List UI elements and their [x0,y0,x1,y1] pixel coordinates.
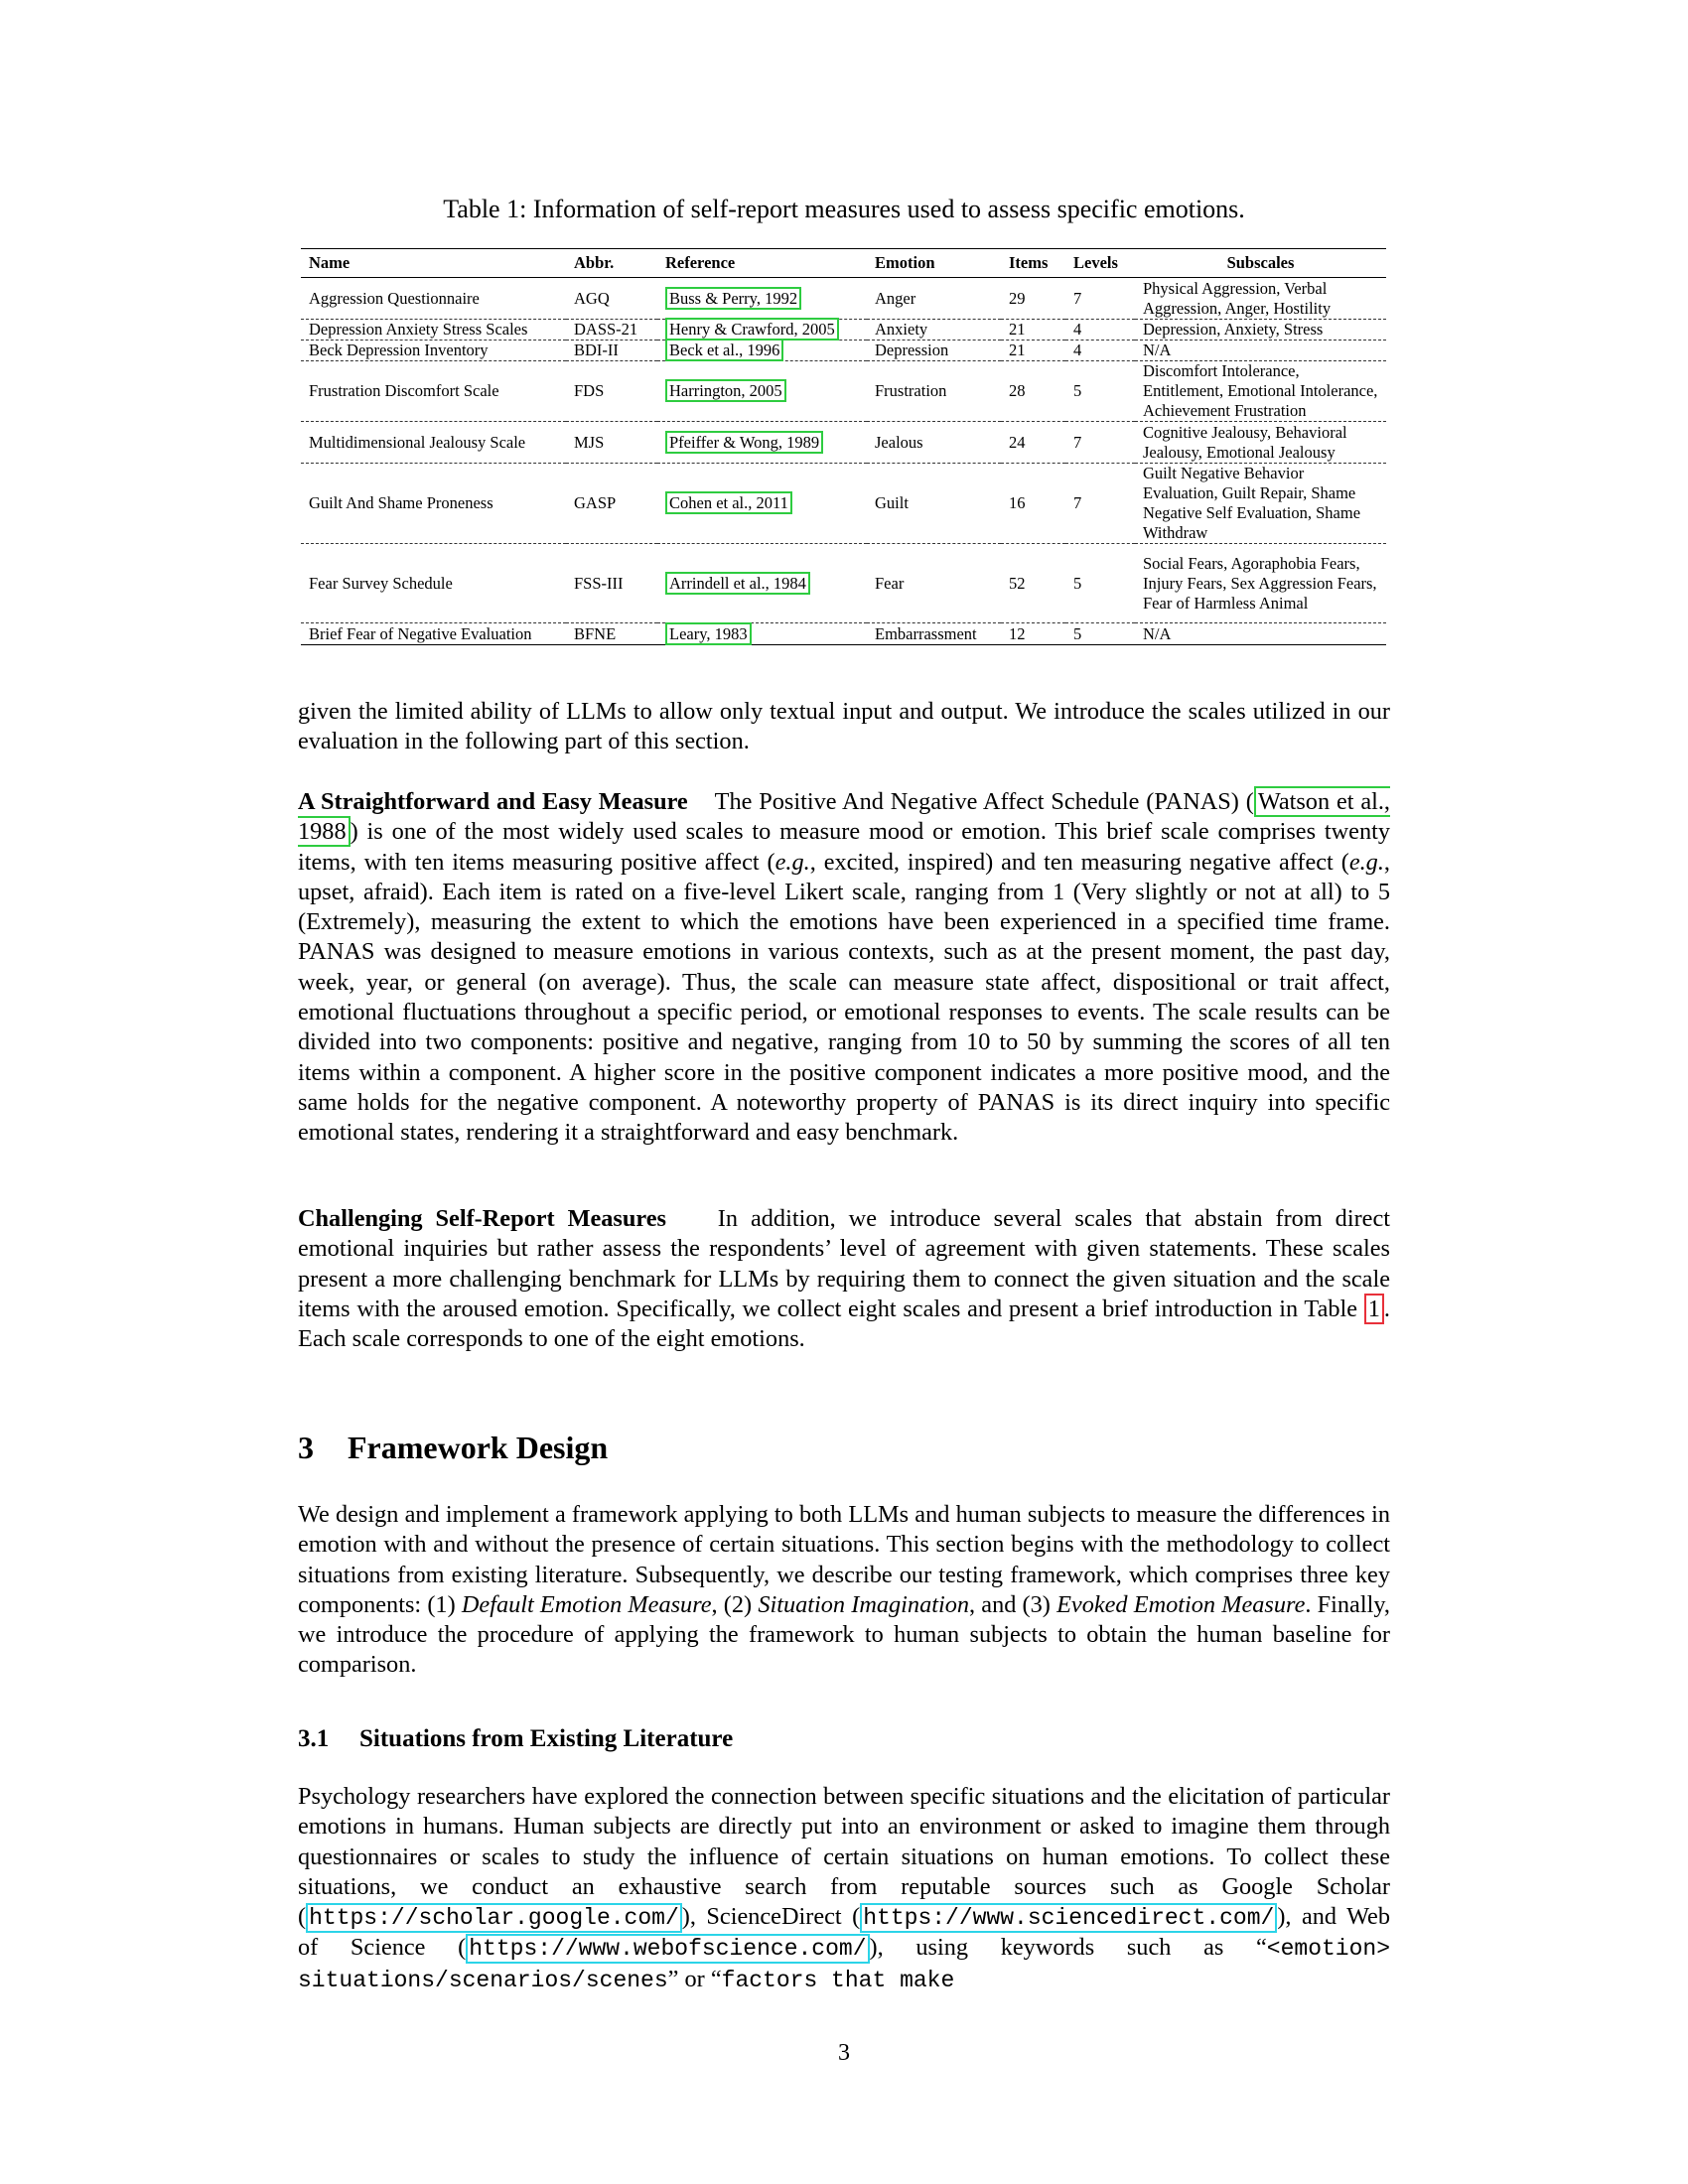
cell-items: 28 [1009,381,1026,400]
cell-items: 21 [1009,320,1026,339]
col-header-emotion: Emotion [867,249,1001,278]
paragraph-heading: Challenging Self-Report Measures [298,1205,666,1232]
citation-link[interactable]: Arrindell et al., 1984 [665,572,810,595]
cell-abbr: MJS [574,432,605,452]
col-header-abbr: Abbr. [566,249,657,278]
table-row [301,361,1386,422]
text-run: Psychology researchers have explored the connection between specific situations and the elicitation of particular emotions in humans. Human subjects are directly put into an environment or asked to imagine them through questionnaires or scales to study the influence of certain situations on human emotions. To collect these situations, we conduct an exhaustive search from reputable sources such as Google Scholar ( [298,1783,1390,1931]
cell-reference[interactable] [657,464,867,544]
url-link[interactable]: https://www.webofscience.com/ [466,1934,869,1964]
cell-reference[interactable] [657,623,867,645]
text-run: ” or “ [667,1965,722,1992]
text-run: e.g. [774,848,810,876]
citation-link[interactable]: Beck et al., 1996 [665,339,783,361]
text-run: ) is one of the most widely used scales to measure mood or emotion. This brief scale comprises twenty items, with ten items measuring positive affect ( [298,818,1390,876]
cell-emotion: Frustration [875,381,947,400]
text-run: , (2) [711,1590,759,1618]
table-row [301,341,1386,361]
cell-name: Guilt And Shame Proneness [309,493,493,512]
cell-levels: 4 [1073,320,1082,339]
cell-subscales: N/A [1143,623,1172,643]
cell-items: 29 [1009,288,1026,308]
table-row [301,464,1386,544]
measures-table [301,248,1386,645]
table-ref-link[interactable]: 1 [1364,1294,1384,1324]
cell-emotion: Embarrassment [875,623,977,643]
cell-abbr: GASP [574,493,617,512]
cell-levels: 4 [1073,341,1082,359]
section-number: 3 [298,1430,314,1465]
component-name: Default Emotion Measure [461,1590,712,1618]
table-row [301,422,1386,464]
cell-levels: 5 [1073,573,1082,593]
cell-reference[interactable] [657,544,867,623]
citation-link[interactable]: Harrington, 2005 [665,379,786,402]
subsection-number: 3.1 [298,1725,330,1752]
table-row [301,278,1386,320]
cell-items: 16 [1009,493,1026,512]
cell-abbr: FSS-III [574,573,624,593]
situations-paragraph [298,1782,1390,1995]
text-run: ), ScienceDirect ( [681,1903,861,1931]
cell-levels: 5 [1073,623,1082,643]
cell-emotion: Jealous [875,432,923,452]
text-run: , upset, afraid). Each item is rated on a five-level Likert scale, ranging from 1 (Very slightly or not at all) to 5 (Extremely), measuring the extent to which the emotions have been experienced in a specified time frame. PANAS was designed to measure emotions in various contexts, such as at the present moment, the past day, week, year, or general (on average). Thus, the scale can measure state affect, dispositional or trait affect, emotional fluctuations throughout a specific period, or emotional responses to events. The scale results can be divided into two components: positive and negative, ranging from 10 to 50 by summing the scores of all ten items within a component. A higher score in the positive component indicates a more positive mood, and the same holds for the negative component. A noteworthy property of PANAS is its direct inquiry into specific emotional states, rendering it a straightforward and easy benchmark. [298,848,1390,1147]
cell-items: 24 [1009,432,1026,452]
subsection-heading [298,1725,733,1753]
col-header-reference: Reference [657,249,867,278]
table-caption: Table 1: Information of self-report measures used to assess specific emotions. [443,195,1245,223]
cell-levels: 7 [1073,288,1082,308]
subsection-title: Situations from Existing Literature [359,1725,734,1752]
text-run: We design and implement a framework applying to both LLMs and human subjects to measure the differences in emotion with and without the presence of certain situations. This section begins with the methodology to collect situations from existing literature. Subsequently, we describe our testing framework, which comprises three key components: (1) [298,1501,1390,1618]
cell-abbr: BFNE [574,623,617,643]
section-heading [298,1430,608,1466]
cell-emotion: Fear [875,573,905,593]
cell-reference[interactable] [657,422,867,464]
table-header-row [301,249,1386,278]
citation-link[interactable]: Leary, 1983 [665,622,752,645]
citation-link[interactable]: Buss & Perry, 1992 [665,287,801,310]
cell-abbr: FDS [574,381,605,400]
text-run: In addition, we introduce several scales that abstain from direct emotional inquiries but rather assess the respondents’ level of agreement with given statements. These scales present a more challenging benchmark for LLMs by requiring them to connect the given situation and the scale items with the aroused emotion. Specifically, we collect eight scales and present a brief introduction in Table [298,1205,1390,1322]
url-link[interactable]: https://scholar.google.com/ [306,1903,682,1933]
keyword-code: <emotion> situations/scenarios/scenes [298,1936,1391,1993]
cell-abbr: AGQ [574,288,610,308]
text-run: ), using keywords such as “ [869,1934,1267,1962]
component-name: Evoked Emotion Measure [1056,1590,1306,1618]
text-run: , and (3) [969,1590,1057,1618]
cell-abbr: DASS-21 [574,320,638,339]
cell-emotion: Depression [875,341,949,359]
table-row [301,623,1386,645]
text-run: , excited, inspired) and ten measuring negative affect ( [809,848,1349,876]
cell-name: Frustration Discomfort Scale [309,381,499,400]
section-title: Framework Design [348,1430,609,1465]
cell-subscales: N/A [1143,341,1172,359]
cell-emotion: Guilt [875,493,909,512]
cell-reference[interactable] [657,361,867,422]
table-row [301,544,1386,623]
cell-name: Multidimensional Jealousy Scale [309,432,526,452]
text-run: The Positive And Negative Affect Schedule (PANAS) ( [714,788,1254,815]
cell-levels: 5 [1073,381,1082,400]
cell-items: 21 [1009,341,1026,359]
col-header-items: Items [1001,249,1065,278]
text-run: . Each scale corresponds to one of the eight emotions. [298,1295,1390,1353]
cell-name: Brief Fear of Negative Evaluation [309,623,532,643]
cell-name: Aggression Questionnaire [309,288,480,308]
cell-levels: 7 [1073,493,1082,512]
text-run: ), and Web of Science ( [298,1903,1390,1962]
challenge-paragraph [298,1204,1390,1354]
cell-items: 12 [1009,623,1026,643]
intro-paragraph: given the limited ability of LLMs to allow only textual input and output. We introduce the scales utilized in our evaluation in the following part of this section. [298,698,1390,755]
cell-name: Beck Depression Inventory [309,341,489,359]
cell-subscales: Physical Aggression, Verbal Aggression, Anger, Hostility [1143,278,1332,318]
cell-reference[interactable] [657,320,867,341]
cell-subscales: Social Fears, Agoraphobia Fears, Injury Fears, Sex Aggression Fears, Fear of Harmless Animal [1143,553,1377,613]
text-run: e.g. [1348,848,1384,876]
url-link[interactable]: https://www.sciencedirect.com/ [860,1903,1277,1933]
cell-reference[interactable] [657,341,867,361]
framework-paragraph [298,1500,1390,1681]
panas-paragraph [298,787,1390,1149]
col-header-subscales: Subscales [1135,249,1386,278]
cell-subscales: Guilt Negative Behavior Evaluation, Guilt Repair, Shame Negative Self Evaluation, Shame Withdraw [1143,464,1361,542]
cell-reference[interactable] [657,278,867,320]
cell-emotion: Anxiety [875,320,928,339]
citation-link[interactable]: Pfeiffer & Wong, 1989 [665,431,823,454]
cell-items: 52 [1009,573,1026,593]
citation-link[interactable]: Henry & Crawford, 2005 [665,318,839,341]
col-header-name: Name [301,249,566,278]
text-run: . Finally, we introduce the procedure of applying the framework to human subjects to obtain the human baseline for comparison. [298,1590,1390,1679]
cell-subscales: Cognitive Jealousy, Behavioral Jealousy, Emotional Jealousy [1143,422,1347,462]
paragraph-heading: A Straightforward and Easy Measure [298,788,688,815]
table-row [301,320,1386,341]
citation-link[interactable]: Cohen et al., 2011 [665,491,792,514]
cell-emotion: Anger [875,288,916,308]
citation-link[interactable]: Watson et al., 1988 [298,788,1390,846]
cell-abbr: BDI-II [574,341,619,359]
page-number: 3 [838,2040,850,2066]
cell-name: Fear Survey Schedule [309,573,453,593]
col-header-levels: Levels [1065,249,1135,278]
cell-levels: 7 [1073,432,1082,452]
cell-name: Depression Anxiety Stress Scales [309,320,528,339]
cell-subscales: Depression, Anxiety, Stress [1143,320,1324,339]
component-name: Situation Imagination [758,1590,970,1618]
keyword-code: factors that make [721,1967,955,1993]
cell-subscales: Discomfort Intolerance, Entitlement, Emotional Intolerance, Achievement Frustration [1143,361,1378,420]
